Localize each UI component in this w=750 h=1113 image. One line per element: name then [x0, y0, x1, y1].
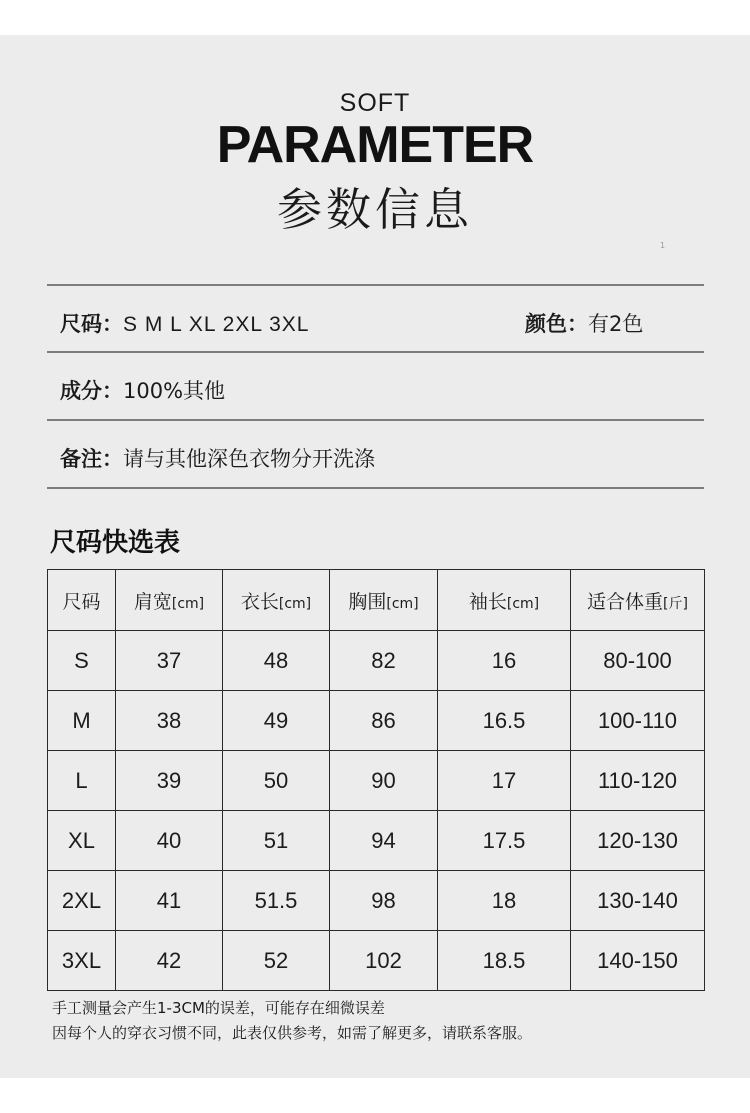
table-cell: 120-130	[571, 811, 705, 871]
table-cell: 51.5	[223, 871, 330, 931]
table-cell: 42	[116, 931, 223, 991]
composition-info	[60, 375, 225, 405]
remark-value: 请与其他深色衣物分开洗涤	[123, 447, 375, 471]
table-cell: 140-150	[571, 931, 705, 991]
table-cell: 82	[330, 631, 438, 691]
content-panel	[0, 35, 750, 1078]
color-label: 颜色：	[525, 312, 588, 336]
table-cell: 18.5	[438, 931, 571, 991]
parameter-heading: PARAMETER	[216, 116, 534, 174]
composition-value: 100%其他	[123, 379, 226, 403]
tiny-mark: 1	[660, 241, 666, 250]
note-line: 手工测量会产生1-3CM的误差，可能存在细微误差	[52, 999, 385, 1017]
table-header-row	[48, 570, 705, 631]
table-cell: S	[48, 631, 116, 691]
table-cell: 94	[330, 811, 438, 871]
table-cell: 52	[223, 931, 330, 991]
color-info	[525, 308, 643, 338]
table-cell: 37	[116, 631, 223, 691]
size-value: S M L XL 2XL 3XL	[123, 313, 310, 336]
size-label: 尺码：	[60, 312, 123, 336]
soft-heading: SOFT	[339, 89, 411, 117]
table-cell: 17.5	[438, 811, 571, 871]
table-cell: 41	[116, 871, 223, 931]
table-cell: 51	[223, 811, 330, 871]
table-cell: M	[48, 691, 116, 751]
table-row	[48, 931, 705, 991]
page-title: 参数信息	[276, 183, 473, 236]
table-cell: 98	[330, 871, 438, 931]
table-cell: 90	[330, 751, 438, 811]
remark-label: 备注：	[60, 447, 123, 471]
table-cell: 48	[223, 631, 330, 691]
table-cell: 39	[116, 751, 223, 811]
table-row	[48, 631, 705, 691]
header-cell: 衣长[cm]	[223, 570, 330, 631]
size-table-title: 尺码快选表	[50, 528, 181, 558]
table-cell: 38	[116, 691, 223, 751]
table-cell: 2XL	[48, 871, 116, 931]
composition-label: 成分：	[60, 379, 123, 403]
table-row	[48, 691, 705, 751]
table-row	[48, 871, 705, 931]
divider	[47, 284, 704, 286]
divider	[47, 351, 704, 353]
header-cell: 肩宽[cm]	[116, 570, 223, 631]
table-cell: 16.5	[438, 691, 571, 751]
table-cell: 3XL	[48, 931, 116, 991]
header-cell: 尺码	[48, 570, 116, 631]
divider	[47, 419, 704, 421]
header-cell: 袖长[cm]	[438, 570, 571, 631]
table-cell: XL	[48, 811, 116, 871]
table-cell: L	[48, 751, 116, 811]
table-cell: 49	[223, 691, 330, 751]
size-info	[60, 308, 309, 338]
table-cell: 40	[116, 811, 223, 871]
table-cell: 86	[330, 691, 438, 751]
remark-info	[60, 443, 375, 473]
divider	[47, 487, 704, 489]
table-cell: 110-120	[571, 751, 705, 811]
table-cell: 80-100	[571, 631, 705, 691]
size-table	[47, 569, 705, 991]
table-cell: 17	[438, 751, 571, 811]
table-cell: 18	[438, 871, 571, 931]
table-row	[48, 811, 705, 871]
table-cell: 130-140	[571, 871, 705, 931]
table-cell: 100-110	[571, 691, 705, 751]
table-cell: 102	[330, 931, 438, 991]
header-cell: 适合体重[斤]	[571, 570, 705, 631]
note-line: 因每个人的穿衣习惯不同，此表仅供参考，如需了解更多，请联系客服。	[52, 1024, 533, 1042]
table-row	[48, 751, 705, 811]
header-cell: 胸围[cm]	[330, 570, 438, 631]
table-cell: 16	[438, 631, 571, 691]
color-value: 有2色	[588, 312, 644, 336]
table-cell: 50	[223, 751, 330, 811]
